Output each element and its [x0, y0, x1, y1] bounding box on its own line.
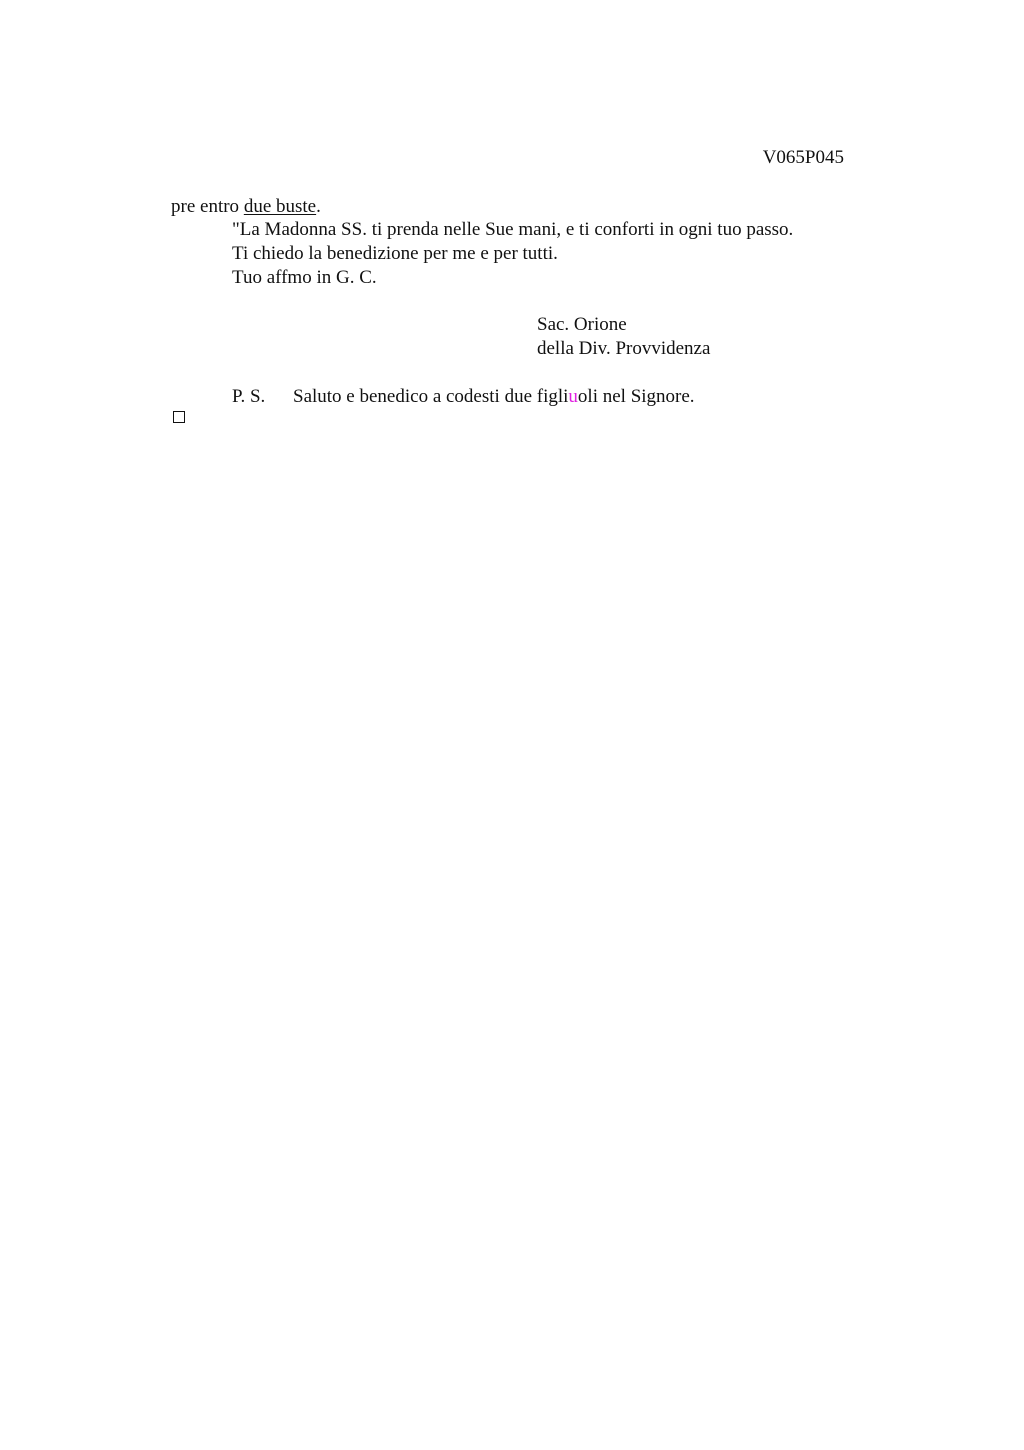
postscript-text-end: oli nel Signore.	[577, 386, 695, 407]
signature-name: Sac. Orione	[537, 314, 627, 335]
postscript-text-start: Saluto e benedico a codesti due figli	[293, 386, 569, 407]
body-line-blessing: "La Madonna SS. ti prenda nelle Sue mani, e ti conforti in ogni tuo passo.	[232, 219, 794, 240]
signature-title: della Div. Provvidenza	[537, 338, 711, 359]
body-line-request: Ti chiedo la benedizione per me e per tutti.	[232, 243, 558, 264]
highlighted-letter: u	[568, 386, 578, 407]
underlined-phrase: due buste	[243, 196, 317, 217]
body-line-closing: Tuo affmo in G. C.	[232, 267, 377, 288]
page-reference: V065P045	[762, 147, 844, 168]
postscript-label: P. S.	[232, 386, 266, 407]
opening-line-prefix: pre entro	[171, 196, 244, 217]
opening-line-suffix: .	[316, 196, 321, 217]
checkbox-square-icon	[173, 411, 185, 423]
opening-line	[171, 195, 321, 219]
postscript-text	[293, 385, 695, 409]
